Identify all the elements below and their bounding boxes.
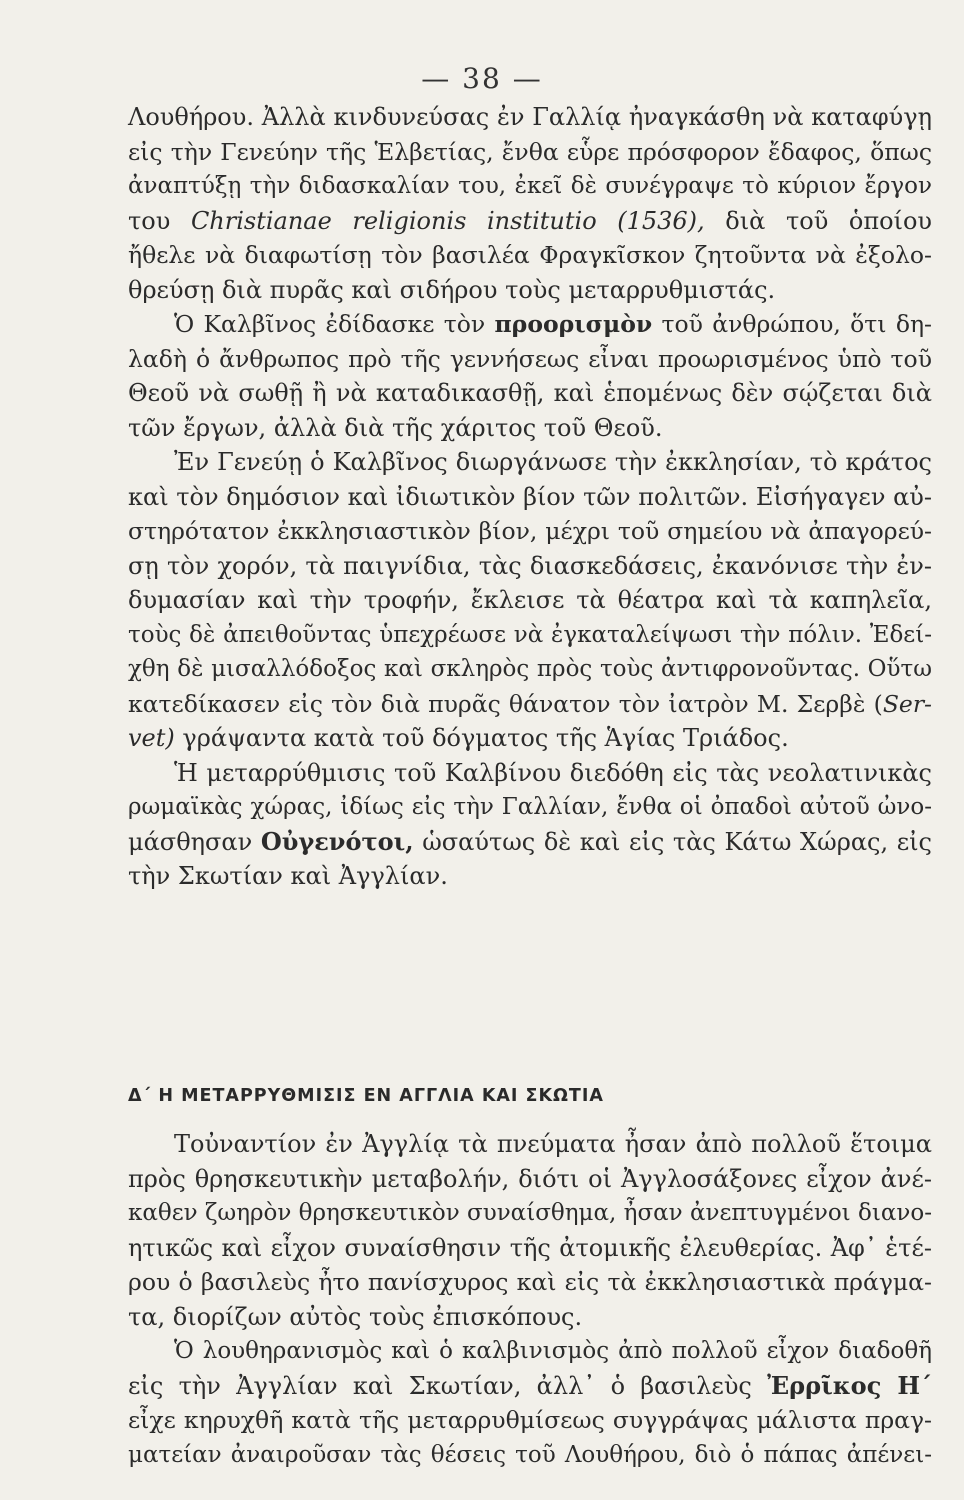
name-italic: vet) [128,724,175,752]
section-calvin-text [128,100,932,894]
text-line: Λουθήρου. Ἀλλὰ κινδυνεύσας ἐν Γαλλίᾳ ἠναγκάσθη νὰ καταφύγῃ [128,103,932,131]
text-line: ἤθελε νὰ διαφωτίσῃ τὸν βασιλέα Φραγκῖσκον ζητοῦντα νὰ ἐξολο- [128,241,932,269]
text-line: Θεοῦ νὰ σωθῇ ἢ νὰ καταδικασθῇ, καὶ ἑπομένως δὲν σῴζεται διὰ [128,379,932,407]
text-line: στηρότατον ἐκκλησιαστικὸν βίον, μέχρι τοῦ σημείου νὰ ἀπαγορεύ- [128,517,932,545]
emphasis-bold: προορισμὸν [494,310,653,338]
line-pre: Ὁ Καλβῖνος ἐδίδασκε τὸν [174,310,495,338]
text-line: ρωμαϊκὰς χώρας, ἰδίως εἰς τὴν Γαλλίαν, ἔνθα οἱ ὀπαδοὶ αὐτοῦ ὠνο- [128,794,932,820]
line-post: διὰ τοῦ ὁποίου [704,206,933,235]
text-line: πρὸς θρησκευτικὴν μεταβολήν, διότι οἱ Ἀγγλοσάξονες εἶχον ἀνέ- [128,1164,932,1193]
text-line: χθη δὲ μισαλλόδοξος καὶ σκληρὸς πρὸς τοὺς ἀντιφρονοῦντας. Οὕτω [128,656,932,682]
text-line: ἀναπτύξῃ τὴν διδασκαλίαν του, ἐκεῖ δὲ συνέγραψε τὸ κύριον ἔργον [128,173,932,199]
text-line: εἰς τὴν Γενεύην τῆς Ἑλβετίας, ἔνθα εὗρε πρόσφορον ἔδαφος, ὅπως [128,137,932,166]
text-line: σῃ τὸν χορόν, τὰ παιγνίδια, τὰς διασκεδάσεις, ἐκανόνισε τὴν ἐν- [128,551,932,580]
text-line: ρου ὁ βασιλεὺς ἦτο πανίσχυρος καὶ εἰς τὰ ἐκκλησιαστικὰ πράγμα- [128,1268,932,1296]
paragraph-start-line: Ἐν Γενεύῃ ὁ Καλβῖνος διωργάνωσε τὴν ἐκκλησίαν, τὸ κράτος [174,448,932,476]
text-line-with-name [128,687,932,722]
text-line: λαδὴ ὁ ἄνθρωπος πρὸ τῆς γεννήσεως εἶναι προωρισμένος ὑπὸ τοῦ [128,344,932,373]
name-italic: Ser- [882,689,932,718]
paragraph-start-line: Ὁ λουθηρανισμὸς καὶ ὁ καλβινισμὸς ἀπὸ πολλοῦ εἶχον διαδοθῆ [174,1338,932,1364]
text-line-with-term [128,825,932,860]
text-line: καὶ τὸν δημόσιον καὶ ἰδιωτικὸν βίον τῶν πολιτῶν. Εἰσήγαγεν αὐ- [128,482,932,511]
text-line-with-king [128,1369,932,1404]
paragraph-start-line: Ἡ μεταρρύθμισις τοῦ Καλβίνου διεδόθη εἰς τὰς νεολατινικὰς [174,758,932,787]
line-pre: εἰς τὴν Ἀγγλίαν καὶ Σκωτίαν, ἀλλ᾿ ὁ βασιλεὺς [128,1371,768,1400]
line-post: γράψαντα κατὰ τοῦ δόγματος τῆς Ἁγίας Τριάδος. [174,724,789,752]
king-name-bold: Ἐρρῖκος Η΄ [767,1370,932,1400]
text-line: τῶν ἔργων, ἀλλὰ διὰ τῆς χάριτος τοῦ Θεοῦ. [128,413,663,442]
text-line-with-name [128,721,932,756]
text-line: καθεν ζωηρὸν θρησκευτικὸν συναίσθημα, ἦσαν ἀνεπτυγμένοι διανο- [128,1200,932,1226]
line-post: τοῦ ἀνθρώπου, ὅτι δη- [652,310,932,338]
section-england-text [128,1127,932,1472]
text-line-with-latin-title [128,204,932,239]
text-line: ματείαν ἀναιροῦσαν τὰς θέσεις τοῦ Λουθήρου, διὸ ὁ πάπας ἀπένει- [128,1441,932,1468]
text-line: ητικῶς καὶ εἶχον συναίσθησιν τῆς ἀτομικῆς ἐλευθερίας. Ἀφ᾿ ἑτέ- [128,1233,932,1262]
line-pre: του [128,206,191,235]
text-line: δυμασίαν καὶ τὴν τροφήν, ἔκλεισε τὰ θέατρα καὶ τὰ καπηλεῖα, [128,586,932,614]
latin-title-italic: Christianae religionis institutio (1536), [190,206,705,235]
emphasis-bold: Οὐγενότοι, [260,826,414,856]
page-number: — 38 — [421,62,543,95]
text-line: τὴν Σκωτίαν καὶ Ἀγγλίαν. [128,862,448,890]
line-pre: μάσθησαν [128,827,261,856]
text-line: τα, διορίζων αὐτὸς τοὺς ἐπισκόπους. [128,1302,583,1331]
line-post: ὡσαύτως δὲ καὶ εἰς τὰς Κάτω Χώρας, εἰς [413,827,932,856]
section-heading: Δ΄ Η ΜΕΤΑΡΡΥΘΜΙΣΙΣ ΕΝ ΑΓΓΛΙΑ ΚΑΙ ΣΚΩΤΙΑ [128,1086,604,1106]
paragraph-start-line: Τοὐναντίον ἐν Ἀγγλίᾳ τὰ πνεύματα ἦσαν ἀπὸ πολλοῦ ἕτοιμα [174,1130,932,1158]
paragraph-start-line [128,307,932,342]
line-pre: κατεδίκασεν εἰς τὸν διὰ πυρᾶς θάνατον τὸν ἰατρὸν Μ. Σερβὲ ( [128,689,883,718]
text-line: εἶχε κηρυχθῆ κατὰ τῆς μεταρρυθμίσεως συγγράψας μάλιστα πραγ- [128,1406,932,1434]
text-line: τοὺς δὲ ἀπειθοῦντας ὑπεχρέωσε νὰ ἐγκαταλείψωσι τὴν πόλιν. Ἐδεί- [128,621,932,648]
text-line: θρεύσῃ διὰ πυρᾶς καὶ σιδήρου τοὺς μεταρρυθμιστάς. [128,275,776,304]
